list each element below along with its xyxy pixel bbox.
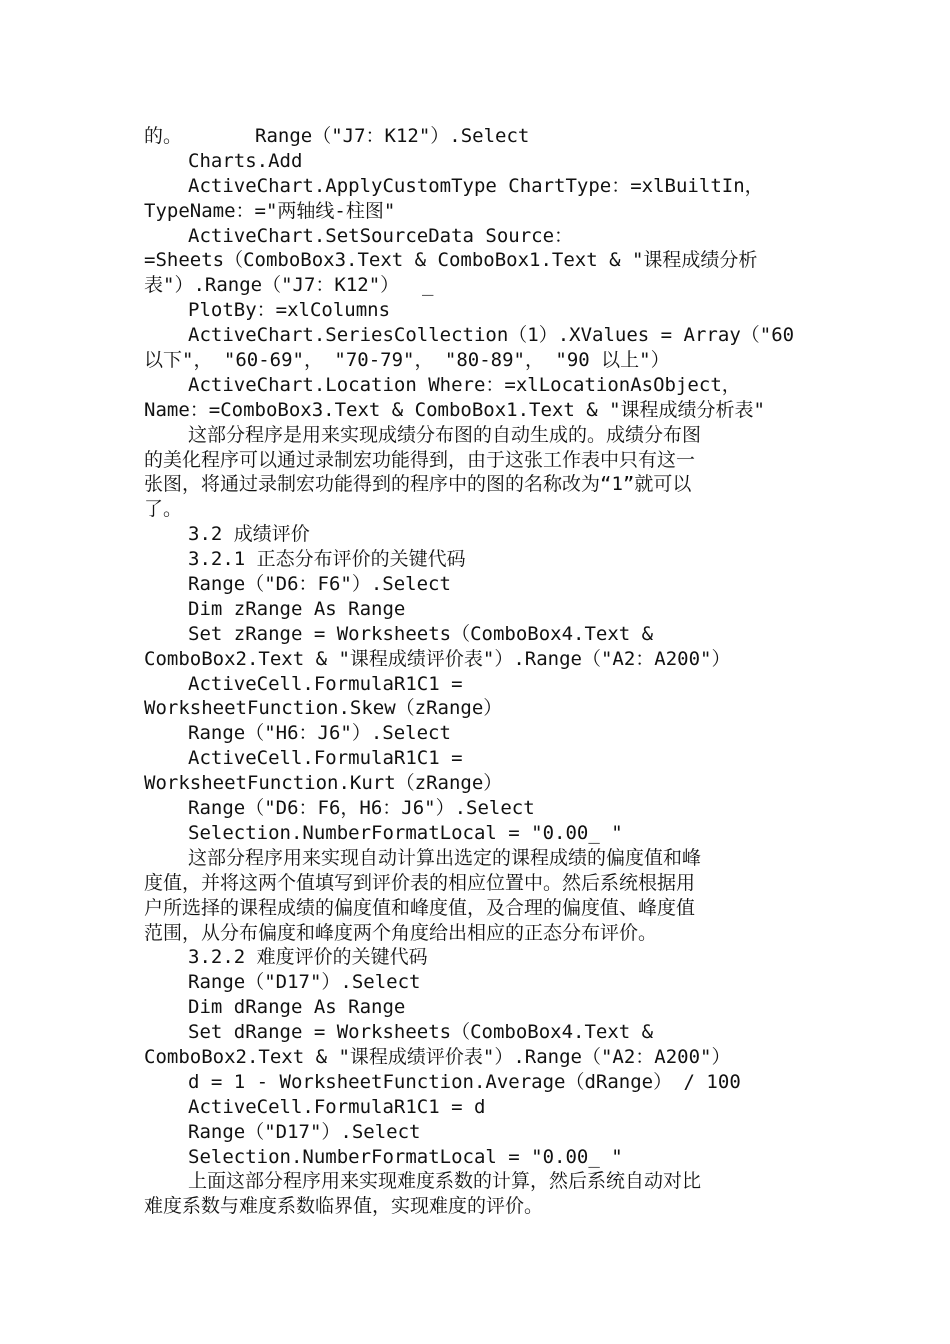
line-text: 度值，并将这两个值填写到评价表的相应位置中。然后系统根据用	[144, 871, 696, 894]
text-line	[144, 472, 814, 497]
text-line	[144, 1045, 814, 1070]
line-text: WorksheetFunction.Kurt（zRange）	[144, 772, 503, 795]
document-body	[144, 124, 814, 1219]
text-line	[144, 248, 814, 273]
line-text: Range（"D6：F6，H6：J6"）.Select	[188, 797, 535, 820]
line-text: ActiveChart.ApplyCustomType ChartType：=xlBuiltIn，	[188, 174, 764, 197]
text-line	[144, 896, 814, 921]
text-line	[144, 771, 814, 796]
text-line	[144, 995, 814, 1020]
text-line	[144, 448, 814, 473]
text-line	[144, 522, 814, 547]
line-text: 3.2.1 正态分布评价的关键代码	[188, 548, 466, 571]
line-lead-text: 的。	[144, 125, 183, 147]
text-line	[144, 224, 814, 249]
line-text: Range（"D6：F6"）.Select	[188, 573, 451, 596]
line-text: Dim zRange As Range	[188, 597, 406, 620]
text-line	[144, 696, 814, 721]
line-text: Name：=ComboBox3.Text & ComboBox1.Text & "课程成绩分析表"	[144, 398, 765, 421]
line-text: TypeName：="两轴线-柱图"	[144, 199, 396, 222]
text-line	[144, 846, 814, 871]
line-text: 上面这部分程序用来实现难度系数的计算，然后系统自动对比	[188, 1170, 702, 1193]
line-text: ActiveChart.Location Where：=xlLocationAsObject，	[188, 373, 741, 396]
text-line	[144, 1020, 814, 1045]
line-text: 张图，将通过录制宏功能得到的程序中的图的名称改为“1”就可以	[144, 473, 692, 496]
line-text: ActiveCell.FormulaR1C1 =	[188, 672, 463, 695]
text-line	[144, 174, 814, 199]
text-line	[144, 970, 814, 995]
line-text: Dim dRange As Range	[188, 996, 406, 1019]
text-line	[144, 149, 814, 174]
line-text: ActiveCell.FormulaR1C1 = d	[188, 1095, 486, 1118]
line-text: ComboBox2.Text & "课程成绩评价表"）.Range（"A2：A200"）	[144, 647, 731, 670]
text-line	[144, 572, 814, 597]
text-line	[144, 945, 814, 970]
line-text: 范围，从分布偏度和峰度两个角度给出相应的正态分布评价。	[144, 921, 658, 944]
line-text: ActiveChart.SeriesCollection（1）.XValues = Array（"60	[188, 324, 795, 347]
line-text: Range（"H6：J6"）.Select	[188, 722, 451, 745]
line-text: PlotBy：=xlColumns	[188, 299, 391, 322]
line-text: 这部分程序是用来实现成绩分布图的自动生成的。成绩分布图	[188, 423, 702, 446]
line-text: 户所选择的课程成绩的偏度值和峰度值，及合理的偏度值、峰度值	[144, 896, 696, 919]
text-line	[144, 1070, 814, 1095]
text-line	[144, 423, 814, 448]
text-line	[144, 373, 814, 398]
text-line	[144, 796, 814, 821]
text-line	[144, 647, 814, 672]
text-line	[144, 1120, 814, 1145]
line-text: Range（"D17"）.Select	[188, 1120, 421, 1143]
line-text: 3.2 成绩评价	[188, 523, 310, 546]
line-text: Set dRange = Worksheets（ComboBox4.Text &	[188, 1021, 654, 1044]
line-text: 的美化程序可以通过录制宏功能得到，由于这张工作表中只有这一	[144, 448, 696, 471]
text-line	[144, 348, 814, 373]
line-text: 了。	[144, 498, 183, 521]
line-text: 以下"， "60-69"， "70-79"， "80-89"， "90 以上"）	[144, 349, 670, 372]
line-text: Set zRange = Worksheets（ComboBox4.Text &	[188, 622, 654, 645]
line-text: Selection.NumberFormatLocal = "0.00_ "	[188, 821, 623, 844]
text-line	[144, 1169, 814, 1194]
line-text: 这部分程序用来实现自动计算出选定的课程成绩的偏度值和峰	[188, 846, 702, 869]
text-line	[144, 821, 814, 846]
text-line	[144, 597, 814, 622]
text-line	[144, 1095, 814, 1120]
line-text: WorksheetFunction.Skew（zRange）	[144, 697, 503, 720]
text-line	[144, 199, 814, 224]
text-line	[144, 1194, 814, 1219]
text-line	[144, 547, 814, 572]
line-text: =Sheets（ComboBox3.Text & ComboBox1.Text & "课程成绩分析	[144, 249, 758, 272]
text-line	[144, 1145, 814, 1170]
text-line	[144, 721, 814, 746]
line-text: ActiveChart.SetSourceData Source：	[188, 224, 574, 247]
line-text: Range（"D17"）.Select	[188, 971, 421, 994]
text-line	[144, 672, 814, 697]
text-line	[144, 921, 814, 946]
line-text: 3.2.2 难度评价的关键代码	[188, 946, 428, 969]
text-line	[144, 871, 814, 896]
text-line	[144, 273, 814, 298]
text-line	[144, 497, 814, 522]
line-text: ActiveCell.FormulaR1C1 =	[188, 747, 463, 770]
line-text: 表"）.Range（"J7：K12"） _	[144, 274, 434, 297]
line-text: ComboBox2.Text & "课程成绩评价表"）.Range（"A2：A200"）	[144, 1045, 731, 1068]
text-line	[144, 124, 814, 149]
text-line	[144, 622, 814, 647]
line-text: d = 1 - WorksheetFunction.Average（dRange） / 100	[188, 1070, 741, 1093]
line-text: Selection.NumberFormatLocal = "0.00_ "	[188, 1145, 623, 1168]
text-line	[144, 398, 814, 423]
line-text: 难度系数与难度系数临界值，实现难度的评价。	[144, 1195, 544, 1218]
text-line	[144, 323, 814, 348]
line-text: Range（"J7：K12"）.Select	[255, 125, 530, 147]
text-line	[144, 746, 814, 771]
line-text: Charts.Add	[188, 149, 303, 172]
text-line	[144, 298, 814, 323]
